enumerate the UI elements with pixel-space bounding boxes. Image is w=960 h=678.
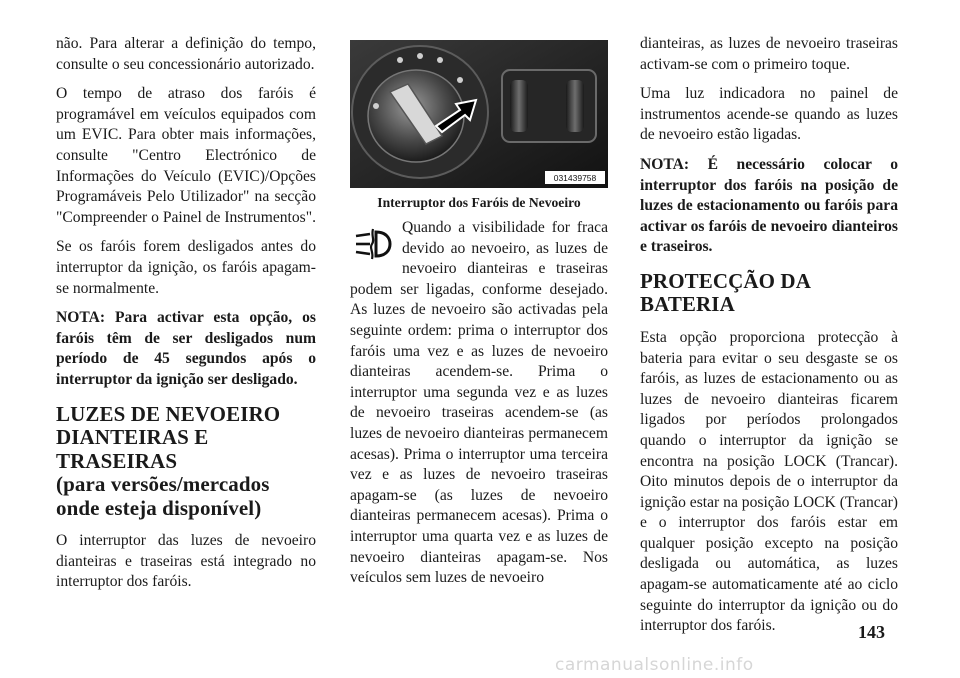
page-number: 143 — [858, 622, 885, 642]
note-activate-option: NOTA: Para activar esta opção, os faróis têm de ser desligados num período de 45 segundos após o interruptor da ignição ser desligado. — [56, 309, 316, 388]
fog-light-switch-photo — [350, 40, 608, 188]
heading-line-3: (para versões/mercados — [56, 472, 270, 496]
column-middle — [350, 34, 608, 589]
front-fog-light-icon — [352, 224, 394, 264]
column-left — [56, 34, 316, 602]
paragraph-headlights-off: Se os faróis forem desligados antes do interruptor da ignição, os faróis apagam-se normalmente. — [56, 238, 316, 297]
note-headlight-position: NOTA: É necessário colocar o interruptor dos faróis na posição de luzes de estacionamento ou faróis para activar os faróis de nevoeiro dianteiros e traseiros. — [640, 155, 898, 256]
paragraph-fog-switch-integrated: O interruptor das luzes de nevoeiro dianteiras e traseiras está integrado no interruptor dos faróis. — [56, 532, 316, 591]
figure-caption: Interruptor dos Faróis de Nevoeiro — [377, 195, 581, 210]
switch-illustration — [350, 40, 608, 188]
figure-code: 031439758 — [553, 173, 597, 183]
heading-line-4: onde esteja disponível) — [56, 495, 262, 520]
paragraph-evic-programmable: O tempo de atraso dos faróis é programável em veículos equipados com um EVIC. Para obter mais informações, consulte "Centro Electrónico de Informações do Veículo (EVIC)/Opções Programáveis Pelo Utilizador" na secção "Compreender o Painel de Instrumentos". — [56, 85, 317, 226]
paragraph-indicator-light: Uma luz indicadora no painel de instrumentos acende-se quando as luzes de nevoeiro estão ligadas. — [640, 85, 898, 144]
section-heading-battery-protection: PROTECÇÃO DA BATERIA — [640, 268, 810, 317]
paragraph-battery-protection: Esta opção proporciona protecção à bateria para evitar o seu desgaste se os faróis, as luzes de estacionamento ou as luzes de nevoeiro dianteiras ficarem ligados por períodos prolongados quando o interruptor da ignição se encontra na posição LOCK (Trancar). Oito minutos depois de o interruptor da ignição estar na posição LOCK (Trancar) e o interruptor dos faróis estar em qualquer posição excepto na posição desligada ou automática, as luzes apagam-se automaticamente até ao ciclo seguinte do interruptor da ignição ou do interruptor dos faróis. — [640, 328, 898, 635]
paragraph-rear-fog-first-press: dianteiras, as luzes de nevoeiro traseiras activam-se com o primeiro toque. — [640, 35, 898, 73]
heading-line-2: DIANTEIRAS E TRASEIRAS — [56, 425, 209, 473]
watermark: carmanualsonline.info — [555, 655, 754, 675]
paragraph-fog-lights-operation: Quando a visibilidade for fraca devido ao nevoeiro, as luzes de nevoeiro dianteiras e traseiras podem ser ligadas, conforme desejado. As luzes de nevoeiro são activadas pela seguinte ordem: prima o interruptor dos faróis uma vez e as luzes de nevoeiro dianteiras acendem-se. Prima o interruptor uma segunda vez e as luzes de nevoeiro traseiras acendem-se (as luzes de nevoeiro dianteiras permanecem acesas). Prima o interruptor uma terceira vez e as luzes de nevoeiro traseiras apagam-se (as luzes de nevoeiro dianteiras permanecem acesas). Prima o interruptor uma quarta vez e as luzes de nevoeiro dianteiras apagam-se. Nos veículos sem luzes de nevoeiro — [350, 219, 608, 587]
column-right — [640, 34, 898, 646]
fog-light-paragraph-block — [350, 218, 608, 589]
paragraph-delay-continued: não. Para alterar a definição do tempo, consulte o seu concessionário autorizado. — [56, 35, 316, 73]
heading-line-1: LUZES DE NEVOEIRO — [56, 401, 281, 426]
section-heading-fog-lights — [56, 403, 316, 521]
